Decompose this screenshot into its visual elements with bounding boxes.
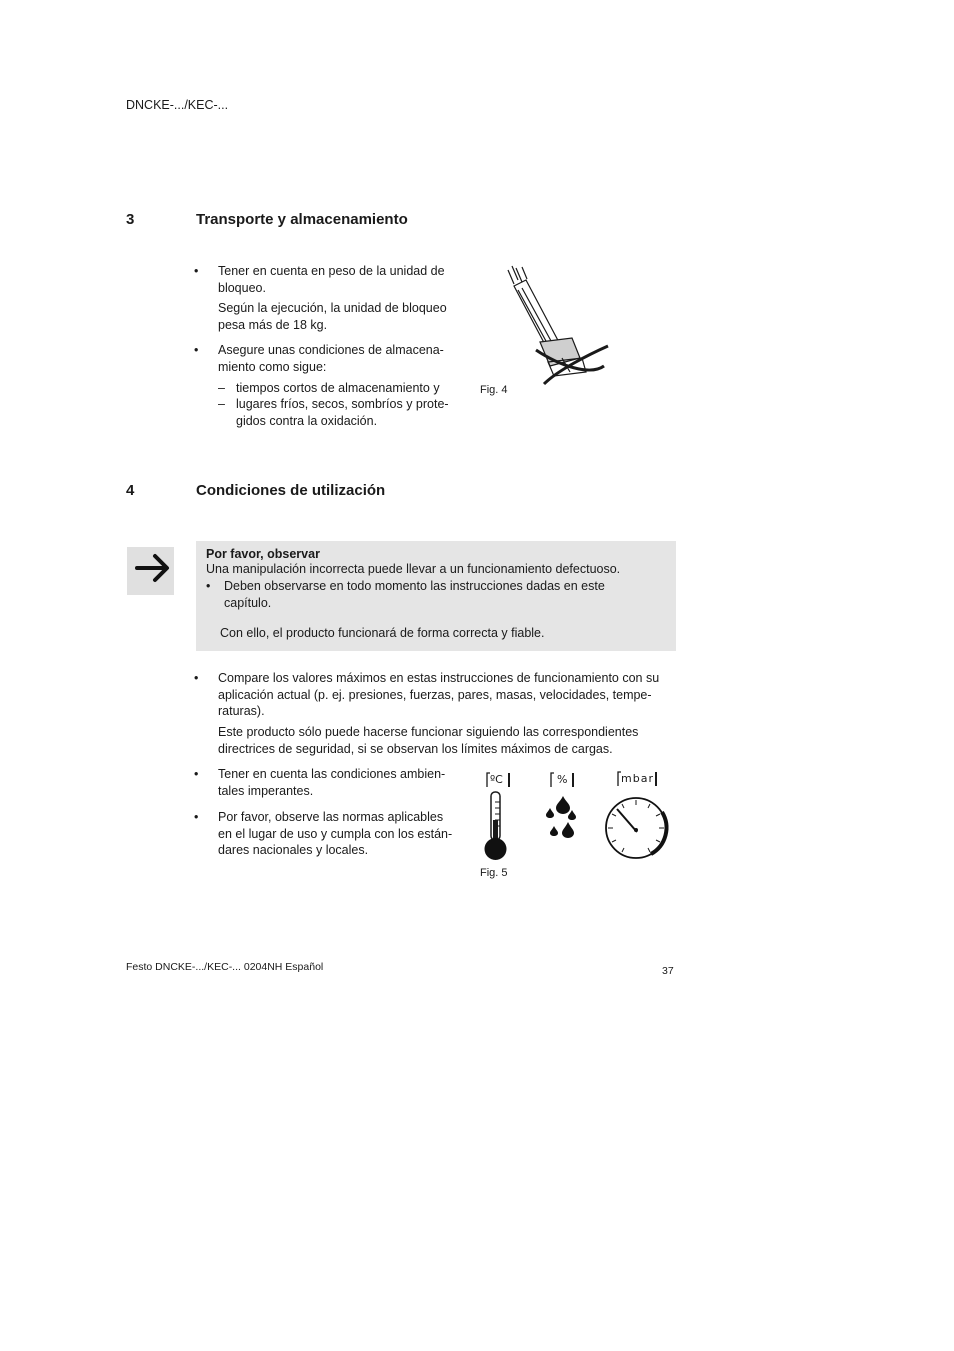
section-3-bullet-1: Tener en cuenta en peso de la unidad de bloqueo. xyxy=(218,264,445,295)
section-4-title: Condiciones de utilización xyxy=(196,482,386,499)
humidity-unit-label xyxy=(550,772,576,788)
section-3-number: 3 xyxy=(126,211,135,228)
footer-left: Festo DNCKE-.../KEC-... 0204NH Español xyxy=(126,961,324,973)
section-4-bullet-3: Por favor, observe las normas aplicables en el lugar de uso y cumpla con los están- dares nacionales y locales. xyxy=(218,810,453,857)
page-number: 37 xyxy=(662,965,674,977)
section-3-title: Transporte y almacenamiento xyxy=(196,211,408,228)
section-4-number: 4 xyxy=(126,482,135,499)
section-3-bullet-1-note: Según la ejecución, la unidad de bloqueo pesa más de 18 kg. xyxy=(218,301,447,332)
section-3-dash-1: tiempos cortos de almacenamiento y xyxy=(236,381,440,395)
bullet-dot: • xyxy=(206,579,211,593)
humidity-unit: % xyxy=(557,773,568,786)
bullet-dot: • xyxy=(194,810,199,824)
pressure-gauge-icon xyxy=(603,796,671,860)
crossed-out-lifting-illustration xyxy=(500,262,612,390)
note-icon-box xyxy=(127,547,174,595)
pressure-unit-label xyxy=(617,771,659,787)
figure-4-caption: Fig. 4 xyxy=(480,384,508,396)
note-title: Por favor, observar xyxy=(206,547,320,561)
note-line: Una manipulación incorrecta puede llevar a un funcionamiento defectuoso. xyxy=(206,562,621,576)
section-4-bullet-1-note: Este producto sólo puede hacerse funcionar siguiendo las correspondientes directrices de seguridad, si se observan los límites máximos de cargas. xyxy=(218,725,639,756)
section-3-dash-2: lugares fríos, secos, sombríos y prote- gidos contra la oxidación. xyxy=(236,397,449,428)
note-bullet: Deben observarse en todo momento las instrucciones dadas en este capítulo. xyxy=(224,579,605,610)
arrow-right-icon xyxy=(127,547,174,595)
note-box xyxy=(196,541,676,651)
temperature-unit: ºC xyxy=(490,773,503,786)
figure-5-caption: Fig. 5 xyxy=(480,867,508,879)
temperature-unit-label xyxy=(486,772,512,788)
section-4-bullet-2: Tener en cuenta las condiciones ambien- tales imperantes. xyxy=(218,767,446,798)
dash-mark: – xyxy=(218,381,225,395)
bullet-dot: • xyxy=(194,343,199,357)
section-3-bullet-2: Asegure unas condiciones de almacena- miento como sigue: xyxy=(218,343,444,374)
thermometer-icon xyxy=(482,790,510,862)
water-drops-icon xyxy=(544,796,578,842)
bullet-dot: • xyxy=(194,264,199,278)
bullet-dot: • xyxy=(194,767,199,781)
note-result: Con ello, el producto funcionará de forma correcta y fiable. xyxy=(220,626,545,640)
dash-mark: – xyxy=(218,397,225,411)
pressure-unit: mbar xyxy=(621,772,654,785)
bullet-dot: • xyxy=(194,671,199,685)
section-4-bullet-1: Compare los valores máximos en estas instrucciones de funcionamiento con su aplicación actual (p. ej. presiones, fuerzas, pares, masas, velocidades, tempe- raturas). xyxy=(218,671,660,718)
header-product: DNCKE-.../KEC-... xyxy=(126,98,229,112)
